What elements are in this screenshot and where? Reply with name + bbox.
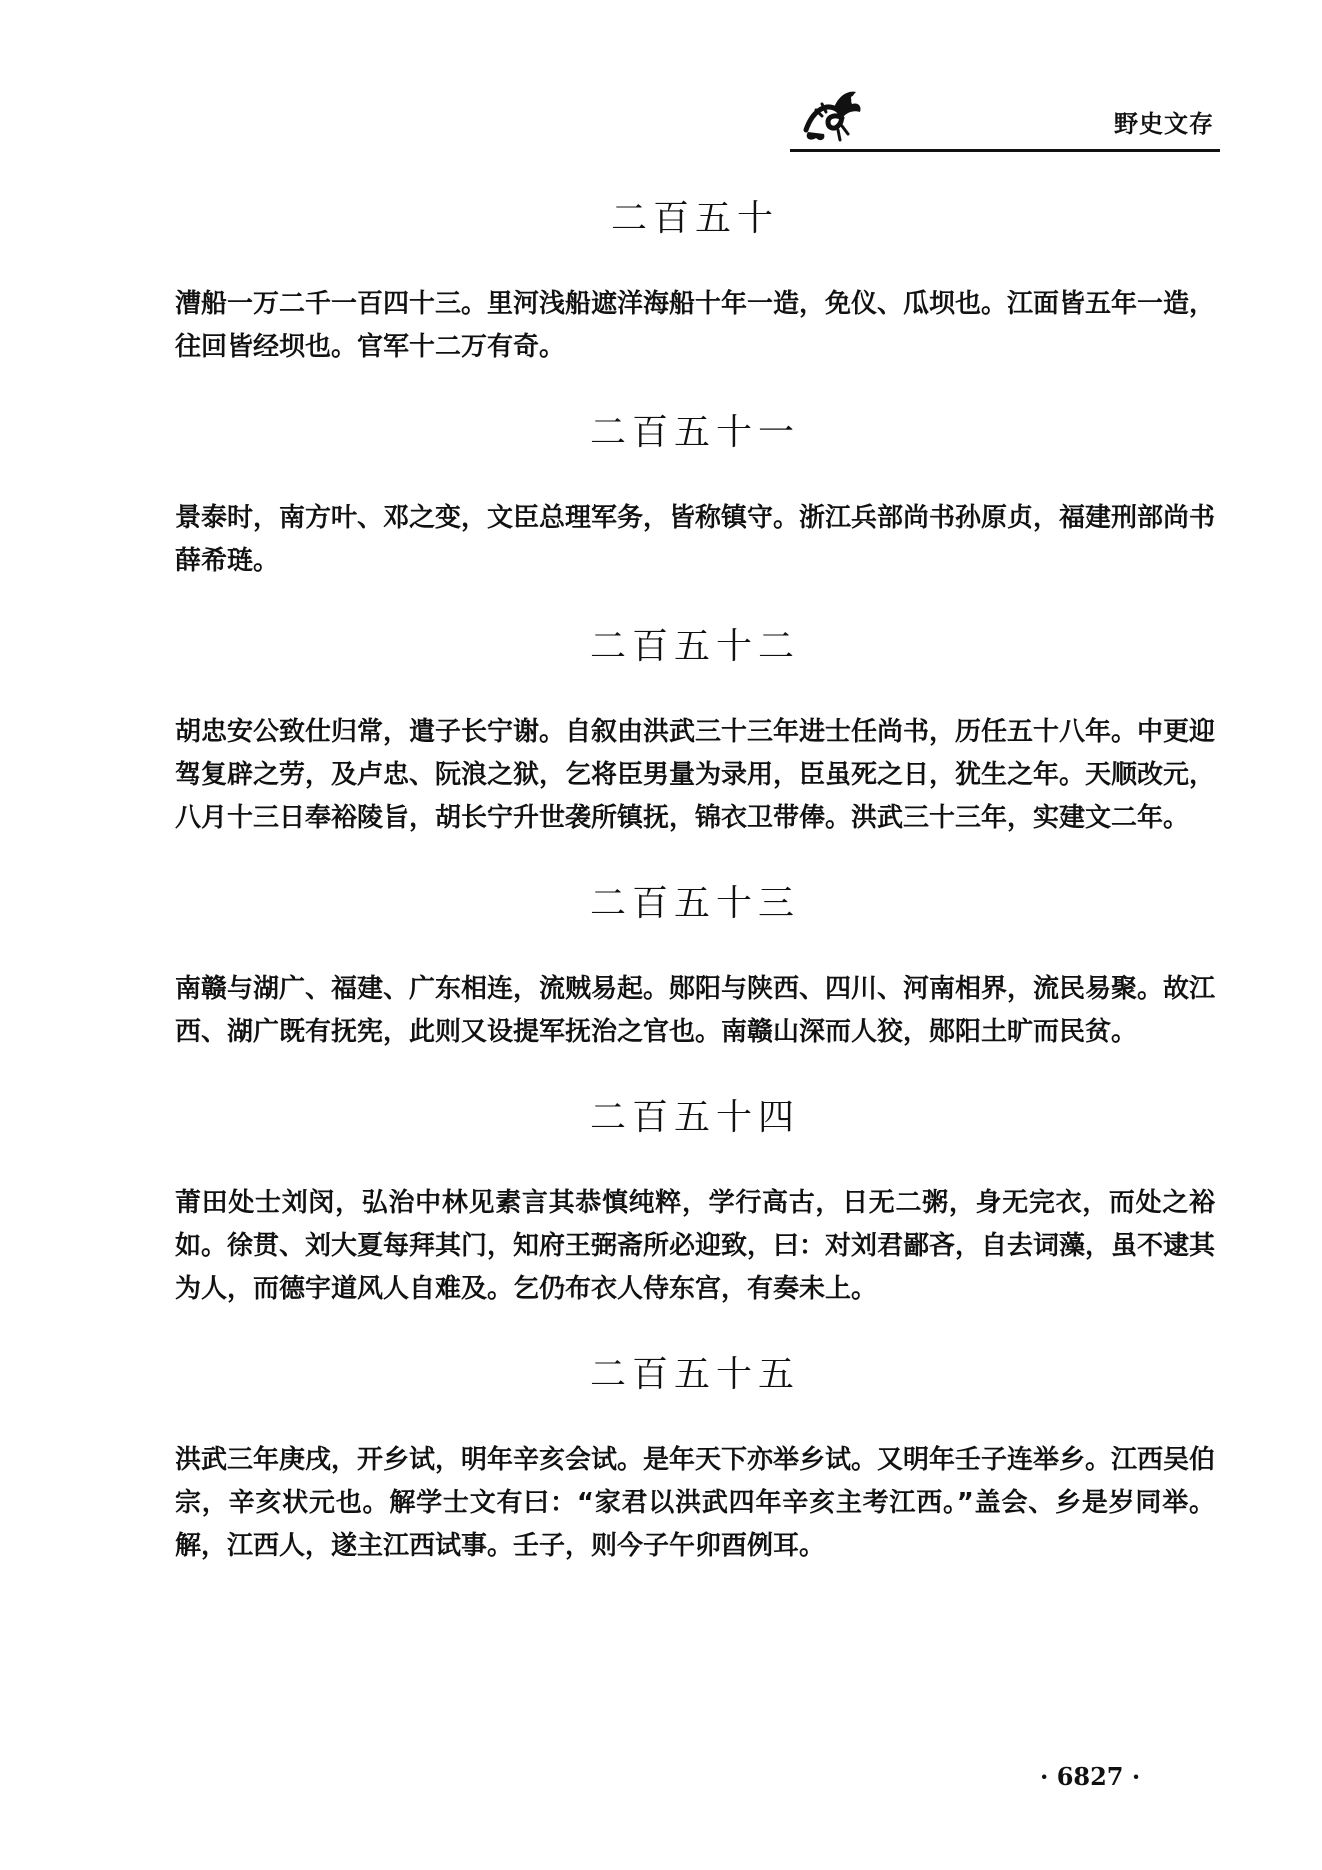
section-253 <box>175 880 1215 1054</box>
series-title: 野史文存 <box>1114 110 1214 138</box>
section-254 <box>175 1094 1215 1311</box>
section-255 <box>175 1351 1215 1568</box>
dragon-logo-icon <box>798 82 868 148</box>
section-body: 胡忠安公致仕归常，遣子长宁谢。自叙由洪武三十三年进士任尚书，历任五十八年。中更迎驾复辟之劳，及卢忠、阮浪之狱，乞将臣男量为录用，臣虽死之日，犹生之年。天顺改元，八月十三日奉裕陵旨，胡长宁升世袭所镇抚，锦衣卫带俸。洪武三十三年，实建文二年。 <box>175 717 1216 833</box>
section-title: 二百五十四 <box>589 1097 800 1138</box>
page-content <box>175 195 1215 1608</box>
page-number: · 6827 · <box>1040 1762 1141 1791</box>
running-header <box>790 80 1220 152</box>
section-body: 南赣与湖广、福建、广东相连，流贼易起。郧阳与陕西、四川、河南相界，流民易聚。故江西、湖广既有抚宪，此则又设提军抚治之官也。南赣山深而人狡，郧阳土旷而民贫。 <box>175 974 1216 1047</box>
section-252 <box>175 623 1215 840</box>
section-body: 漕船一万二千一百四十三。里河浅船遮洋海船十年一造，免仪、瓜坝也。江面皆五年一造，往回皆经坝也。官军十二万有奇。 <box>175 289 1216 362</box>
section-title: 二百五十一 <box>589 412 800 453</box>
section-title: 二百五十二 <box>589 626 800 667</box>
section-body: 莆田处士刘闵，弘治中林见素言其恭慎纯粹，学行高古，日无二粥，身无完衣，而处之裕如。徐贯、刘大夏每拜其门，知府王弼斋所必迎致，曰：对刘君鄙吝，自去词藻，虽不逮其为人，而德宇道风人自难及。乞仍布衣人侍东宫，有奏未上。 <box>175 1188 1216 1304</box>
section-title: 二百五十三 <box>589 883 800 924</box>
section-body: 洪武三年庚戌，开乡试，明年辛亥会试。是年天下亦举乡试。又明年壬子连举乡。江西吴伯宗，辛亥状元也。解学士文有曰：“家君以洪武四年辛亥主考江西。”盖会、乡是岁同举。解，江西人，遂主江西试事。壬子，则今子午卯酉例耳。 <box>175 1445 1216 1561</box>
header-rule <box>790 149 1220 152</box>
section-body: 景泰时，南方叶、邓之变，文臣总理军务，皆称镇守。浙江兵部尚书孙原贞，福建刑部尚书薛希琏。 <box>175 503 1216 576</box>
section-250 <box>175 195 1215 369</box>
section-title: 二百五十 <box>610 198 779 239</box>
section-251 <box>175 409 1215 583</box>
section-title: 二百五十五 <box>589 1354 800 1395</box>
